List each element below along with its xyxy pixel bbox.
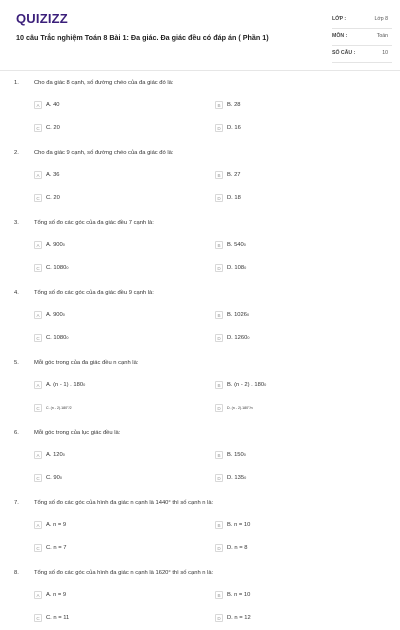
- option-letter-box: C: [34, 474, 42, 482]
- answer-option-a[interactable]: [34, 380, 85, 390]
- degree-sign: 0: [62, 313, 65, 317]
- question-number: 1.: [14, 80, 19, 86]
- option-text: C. n = 7: [46, 545, 67, 551]
- answer-option-a[interactable]: [34, 450, 65, 460]
- answer-option-a[interactable]: [34, 590, 66, 600]
- option-letter-box: C: [34, 544, 42, 552]
- answer-option-d[interactable]: [215, 473, 246, 483]
- question-2: [0, 140, 400, 210]
- degree-sign: 0: [246, 313, 250, 317]
- answer-option-c[interactable]: [34, 263, 68, 273]
- meta-row-subject: [332, 31, 392, 48]
- answer-option-b[interactable]: [215, 240, 246, 250]
- meta-value: Toán: [376, 33, 388, 39]
- answer-option-c[interactable]: [34, 403, 72, 413]
- degree-sign: 0: [62, 243, 65, 247]
- question-list: [0, 70, 400, 630]
- answer-option-d[interactable]: [215, 613, 251, 623]
- option-letter-box: A: [34, 381, 42, 389]
- answer-option-b[interactable]: [215, 170, 241, 180]
- option-text: D. n = 8: [227, 545, 248, 551]
- option-text: A. 900: [46, 312, 63, 318]
- question-text: Tổng số đo các góc của đa giác đều 9 cạnh là:: [34, 290, 154, 296]
- option-text: D. 1260: [227, 335, 248, 341]
- option-text: D. n = 12: [227, 615, 251, 621]
- meta-key: SỐ CÂU :: [332, 50, 356, 56]
- answer-option-d[interactable]: [215, 543, 247, 553]
- option-text: D. 135: [227, 475, 245, 481]
- option-text: C. 1080: [46, 335, 67, 341]
- answer-option-c[interactable]: [34, 613, 69, 623]
- worksheet-title: 10 câu Trắc nghiệm Toán 8 Bài 1: Đa giác. Đa giác đều có đáp án ( Phần 1): [16, 33, 269, 42]
- question-1: [0, 70, 400, 140]
- degree-sign: 0: [83, 383, 86, 387]
- option-text: B. (n - 2) . 180: [227, 382, 265, 388]
- question-text: Tổng số đo các góc của đa giác đều 7 cạnh là:: [34, 220, 154, 226]
- option-text: C. (n - 2).180°/2: [46, 406, 72, 410]
- option-text: B. 27: [227, 172, 241, 178]
- answer-option-c[interactable]: [34, 473, 62, 483]
- option-letter-box: D: [215, 404, 223, 412]
- degree-sign: 0: [66, 336, 69, 340]
- option-letter-box: D: [215, 544, 223, 552]
- meta-key: MÔN :: [332, 33, 348, 39]
- option-text: D. 108: [227, 265, 245, 271]
- option-letter-box: C: [34, 404, 42, 412]
- question-number: 2.: [14, 150, 19, 156]
- meta-row-grade: [332, 14, 392, 31]
- option-letter-box: A: [34, 451, 42, 459]
- option-letter-box: B: [215, 381, 223, 389]
- option-text: B. n = 10: [227, 592, 251, 598]
- option-letter-box: C: [34, 194, 42, 202]
- option-letter-box: B: [215, 591, 223, 599]
- degree-sign: 0: [62, 453, 65, 457]
- answer-option-c[interactable]: [34, 193, 60, 203]
- option-text: A. 120: [46, 452, 63, 458]
- question-4: [0, 280, 400, 350]
- answer-option-c[interactable]: [34, 333, 68, 343]
- question-text: Mỗi góc trong của đa giác đều n cạnh là:: [34, 360, 139, 366]
- option-text: B. n = 10: [227, 522, 251, 528]
- option-letter-box: B: [215, 171, 223, 179]
- degree-sign: 0: [59, 476, 62, 480]
- option-letter-box: D: [215, 264, 223, 272]
- answer-option-a[interactable]: [34, 520, 66, 530]
- degree-sign: 0: [66, 266, 69, 270]
- answer-option-d[interactable]: [215, 193, 241, 203]
- option-letter-box: A: [34, 171, 42, 179]
- option-letter-box: C: [34, 264, 42, 272]
- answer-option-a[interactable]: [34, 170, 60, 180]
- option-text: A. (n - 1) . 180: [46, 382, 84, 388]
- meta-panel: [332, 14, 392, 65]
- option-text: C. 20: [46, 195, 60, 201]
- answer-option-b[interactable]: [215, 380, 266, 390]
- question-number: 8.: [14, 570, 19, 576]
- option-letter-box: D: [215, 334, 223, 342]
- option-text: A. 36: [46, 172, 60, 178]
- answer-option-c[interactable]: [34, 123, 60, 133]
- question-5: [0, 350, 400, 420]
- option-letter-box: C: [34, 334, 42, 342]
- answer-option-d[interactable]: [215, 403, 253, 413]
- option-letter-box: B: [215, 521, 223, 529]
- degree-sign: 0: [244, 266, 247, 270]
- worksheet-header: [0, 0, 400, 71]
- option-letter-box: A: [34, 101, 42, 109]
- option-letter-box: B: [215, 241, 223, 249]
- degree-sign: 0: [247, 336, 250, 340]
- option-letter-box: C: [34, 614, 42, 622]
- option-text: A. 40: [46, 102, 60, 108]
- option-text: C. 20: [46, 125, 60, 131]
- option-letter-box: D: [215, 194, 223, 202]
- option-text: B. 28: [227, 102, 241, 108]
- answer-option-d[interactable]: [215, 333, 249, 343]
- option-text: A. n = 9: [46, 592, 67, 598]
- answer-option-a[interactable]: [34, 240, 65, 250]
- option-text: A. n = 9: [46, 522, 67, 528]
- answer-option-b[interactable]: [215, 590, 250, 600]
- degree-sign: 0: [244, 476, 247, 480]
- meta-value: Lớp 8: [374, 16, 388, 22]
- meta-key: LỚP :: [332, 16, 347, 22]
- answer-option-a[interactable]: [34, 310, 65, 320]
- question-6: [0, 420, 400, 490]
- question-number: 7.: [14, 500, 19, 506]
- question-text: Cho đa giác 9 cạnh, số đường chéo của đa giác đó là:: [34, 150, 174, 156]
- answer-option-b[interactable]: [215, 100, 241, 110]
- quizizz-logo: QUIZIZZ: [16, 11, 68, 26]
- option-letter-box: A: [34, 311, 42, 319]
- option-letter-box: D: [215, 124, 223, 132]
- answer-option-b[interactable]: [215, 520, 250, 530]
- option-letter-box: C: [34, 124, 42, 132]
- option-text: C. n = 11: [46, 615, 70, 621]
- question-text: Tổng số đo các góc của hình đa giác n cạnh là 1620° thì số cạnh n là:: [34, 570, 214, 576]
- answer-option-b[interactable]: [215, 450, 246, 460]
- option-text: B. 540: [227, 242, 244, 248]
- option-text: B. 150: [227, 452, 244, 458]
- option-letter-box: A: [34, 521, 42, 529]
- option-letter-box: A: [34, 591, 42, 599]
- answer-option-a[interactable]: [34, 100, 60, 110]
- question-number: 4.: [14, 290, 19, 296]
- meta-row-count: [332, 48, 392, 65]
- option-letter-box: B: [215, 451, 223, 459]
- question-text: Tổng số đo các góc của hình đa giác n cạnh là 1440° thì số cạnh n là:: [34, 500, 214, 506]
- question-number: 5.: [14, 360, 19, 366]
- option-text: C. 1080: [46, 265, 67, 271]
- option-letter-box: B: [215, 101, 223, 109]
- degree-sign: 0: [264, 383, 267, 387]
- question-number: 6.: [14, 430, 19, 436]
- question-3: [0, 210, 400, 280]
- question-7: [0, 490, 400, 560]
- option-text: D. 16: [227, 125, 241, 131]
- option-letter-box: B: [215, 311, 223, 319]
- option-text: C. 90: [46, 475, 60, 481]
- question-number: 3.: [14, 220, 19, 226]
- question-text: Cho đa giác 8 cạnh, số đường chéo của đa giác đó là:: [34, 80, 174, 86]
- degree-sign: 0: [243, 243, 246, 247]
- option-text: D. (n - 2).180°/n: [227, 406, 253, 410]
- answer-option-c[interactable]: [34, 543, 66, 553]
- option-letter-box: D: [215, 614, 223, 622]
- answer-option-d[interactable]: [215, 263, 246, 273]
- question-8: [0, 560, 400, 630]
- option-letter-box: A: [34, 241, 42, 249]
- question-text: Mỗi góc trong của lục giác đều là:: [34, 430, 121, 436]
- option-text: D. 18: [227, 195, 241, 201]
- meta-value: 10: [382, 50, 388, 56]
- option-letter-box: D: [215, 474, 223, 482]
- answer-option-b[interactable]: [215, 310, 249, 320]
- answer-option-d[interactable]: [215, 123, 241, 133]
- option-text: B. 1026: [227, 312, 247, 318]
- option-text: A. 900: [46, 242, 63, 248]
- degree-sign: 0: [243, 453, 246, 457]
